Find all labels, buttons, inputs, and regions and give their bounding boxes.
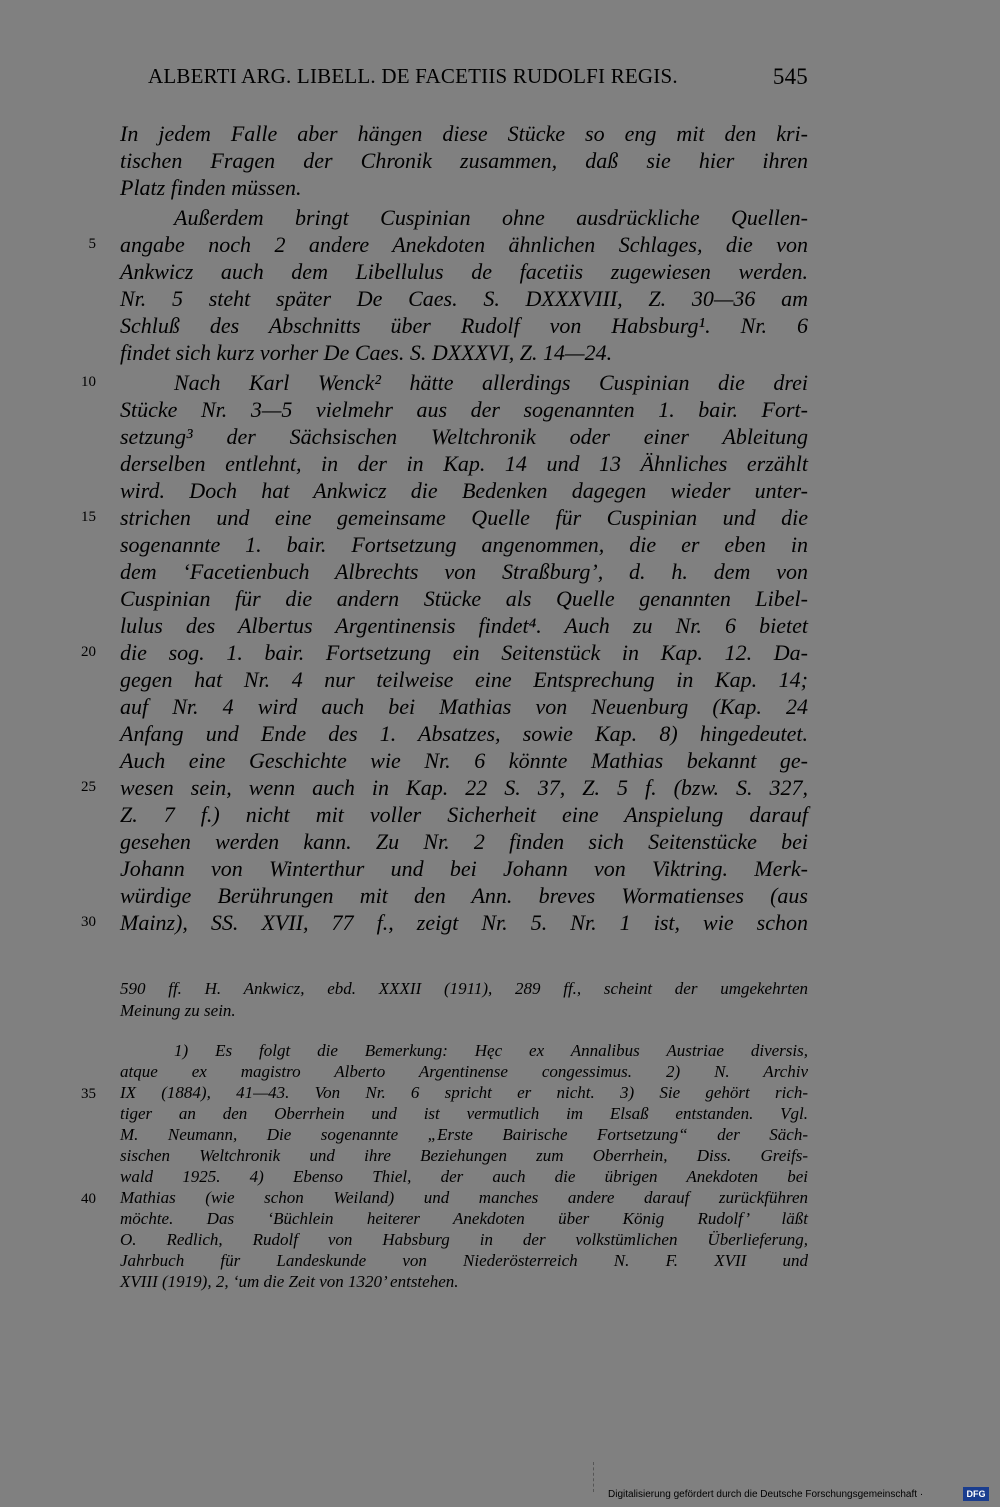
body-line: Z. 7 f.) nicht mit voller Sicherheit eine Anspielung darauf <box>120 802 808 827</box>
body-line: Nr. 5 steht später De Caes. S. DXXXVIII, Z. 30—36 am <box>120 286 808 311</box>
body-line: würdige Berührungen mit den Ann. breves Wormatienses (aus <box>120 883 808 908</box>
footnote-line: IX (1884), 41—43. Von Nr. 6 spricht er nicht. 3) Sie gehört rich- <box>120 1083 808 1102</box>
footnote-line: Meinung zu sein. <box>120 1001 236 1020</box>
dfg-logo: DFG <box>963 1487 989 1501</box>
body-line: tischen Fragen der Chronik zusammen, daß sie hier ihren <box>120 148 808 173</box>
line-number: 30 <box>81 914 96 930</box>
footnote-line: O. Redlich, Rudolf von Habsburg in der volkstümlichen Überlieferung, <box>120 1230 808 1249</box>
footnote-line: Mathias (wie schon Weiland) und manches andere darauf zurückführen <box>120 1188 808 1207</box>
body-line: Mainz), SS. XVII, 77 f., zeigt Nr. 5. Nr. 1 ist, wie schon <box>120 910 808 935</box>
footnote-line: sischen Weltchronik und ihre Beziehungen zum Oberrhein, Diss. Greifs- <box>120 1146 808 1165</box>
running-title: ALBERTI ARG. LIBELL. DE FACETIIS RUDOLFI REGIS. <box>148 64 678 88</box>
body-line: findet sich kurz vorher De Caes. S. DXXXVI, Z. 14—24. <box>120 340 613 365</box>
footnote-line: XVIII (1919), 2, ‘um die Zeit von 1320’ entstehen. <box>120 1272 459 1291</box>
line-number: 20 <box>81 644 96 660</box>
line-number: 25 <box>81 779 96 795</box>
footnote-line: wald 1925. 4) Ebenso Thiel, der auch die übrigen Anekdoten bei <box>120 1167 808 1186</box>
body-line: Anfang und Ende des 1. Absatzes, sowie Kap. 8) hingedeutet. <box>120 721 808 746</box>
body-line: Nach Karl Wenck² hätte allerdings Cuspinian die drei <box>174 370 808 395</box>
body-line: die sog. 1. bair. Fortsetzung ein Seitenstück in Kap. 12. Da- <box>120 640 808 665</box>
body-line: lulus des Albertus Argentinensis findet⁴. Auch zu Nr. 6 bietet <box>120 613 808 638</box>
body-line: derselben entlehnt, in der in Kap. 14 und 13 Ähnliches erzählt <box>120 451 808 476</box>
body-line: Cuspinian für die andern Stücke als Quelle genannten Libel- <box>120 586 808 611</box>
body-line: Platz finden müssen. <box>120 175 302 200</box>
line-number: 10 <box>81 374 96 390</box>
footnote-line: möchte. Das ‘Büchlein heiterer Anekdoten über König Rudolf’ läßt <box>120 1209 808 1228</box>
body-line: Johann von Winterthur und bei Johann von Viktring. Merk- <box>120 856 808 881</box>
body-line: Auch eine Geschichte wie Nr. 6 könnte Mathias bekannt ge- <box>120 748 808 773</box>
line-number: 5 <box>88 236 96 252</box>
body-line: gegen hat Nr. 4 nur teilweise eine Entsprechung in Kap. 14; <box>120 667 808 692</box>
body-line: auf Nr. 4 wird auch bei Mathias von Neuenburg (Kap. 24 <box>120 694 808 719</box>
line-number: 35 <box>81 1086 96 1102</box>
body-line: Stücke Nr. 3—5 vielmehr aus der sogenannten 1. bair. Fort- <box>120 397 808 422</box>
footnote-line: M. Neumann, Die sogenannte „Erste Bairische Fortsetzung“ der Säch- <box>120 1125 808 1144</box>
body-line: sogenannte 1. bair. Fortsetzung angenommen, die er eben in <box>120 532 808 557</box>
body-line: wesen sein, wenn auch in Kap. 22 S. 37, Z. 5 f. (bzw. S. 327, <box>120 775 808 800</box>
footnote-line: atque ex magistro Alberto Argentinense congessimus. 2) N. Archiv <box>120 1062 808 1081</box>
line-number: 40 <box>81 1191 96 1207</box>
body-line: setzung³ der Sächsischen Weltchronik oder einer Ableitung <box>120 424 808 449</box>
body-line: Ankwicz auch dem Libellulus de facetiis zugewiesen werden. <box>120 259 808 284</box>
margin-mark <box>593 1462 595 1492</box>
footnote-line: 590 ff. H. Ankwicz, ebd. XXXII (1911), 289 ff., scheint der umgekehrten <box>120 979 808 998</box>
page-number: 545 <box>772 64 808 89</box>
footnote-line: 1) Es folgt die Bemerkung: Hęc ex Annalibus Austriae diversis, <box>174 1041 808 1060</box>
digitization-credit: Digitalisierung gefördert durch die Deutsche Forschungsgemeinschaft · <box>608 1489 924 1500</box>
body-line: angabe noch 2 andere Anekdoten ähnlichen Schlages, die von <box>120 232 808 257</box>
body-line: dem ‘Facetienbuch Albrechts von Straßburg’, d. h. dem von <box>120 559 808 584</box>
body-line: Außerdem bringt Cuspinian ohne ausdrückliche Quellen- <box>174 205 808 230</box>
body-line: gesehen werden kann. Zu Nr. 2 finden sich Seitenstücke bei <box>120 829 808 854</box>
footnote-line: tiger an den Oberrhein und ist vermutlich im Elsaß entstanden. Vgl. <box>120 1104 808 1123</box>
body-line: strichen und eine gemeinsame Quelle für Cuspinian und die <box>120 505 808 530</box>
line-number: 15 <box>81 509 96 525</box>
body-line: In jedem Falle aber hängen diese Stücke so eng mit den kri- <box>120 121 808 146</box>
body-line: Schluß des Abschnitts über Rudolf von Habsburg¹. Nr. 6 <box>120 313 808 338</box>
body-line: wird. Doch hat Ankwicz die Bedenken dagegen wieder unter- <box>120 478 808 503</box>
footnote-line: Jahrbuch für Landeskunde von Niederösterreich N. F. XVII und <box>120 1251 808 1270</box>
